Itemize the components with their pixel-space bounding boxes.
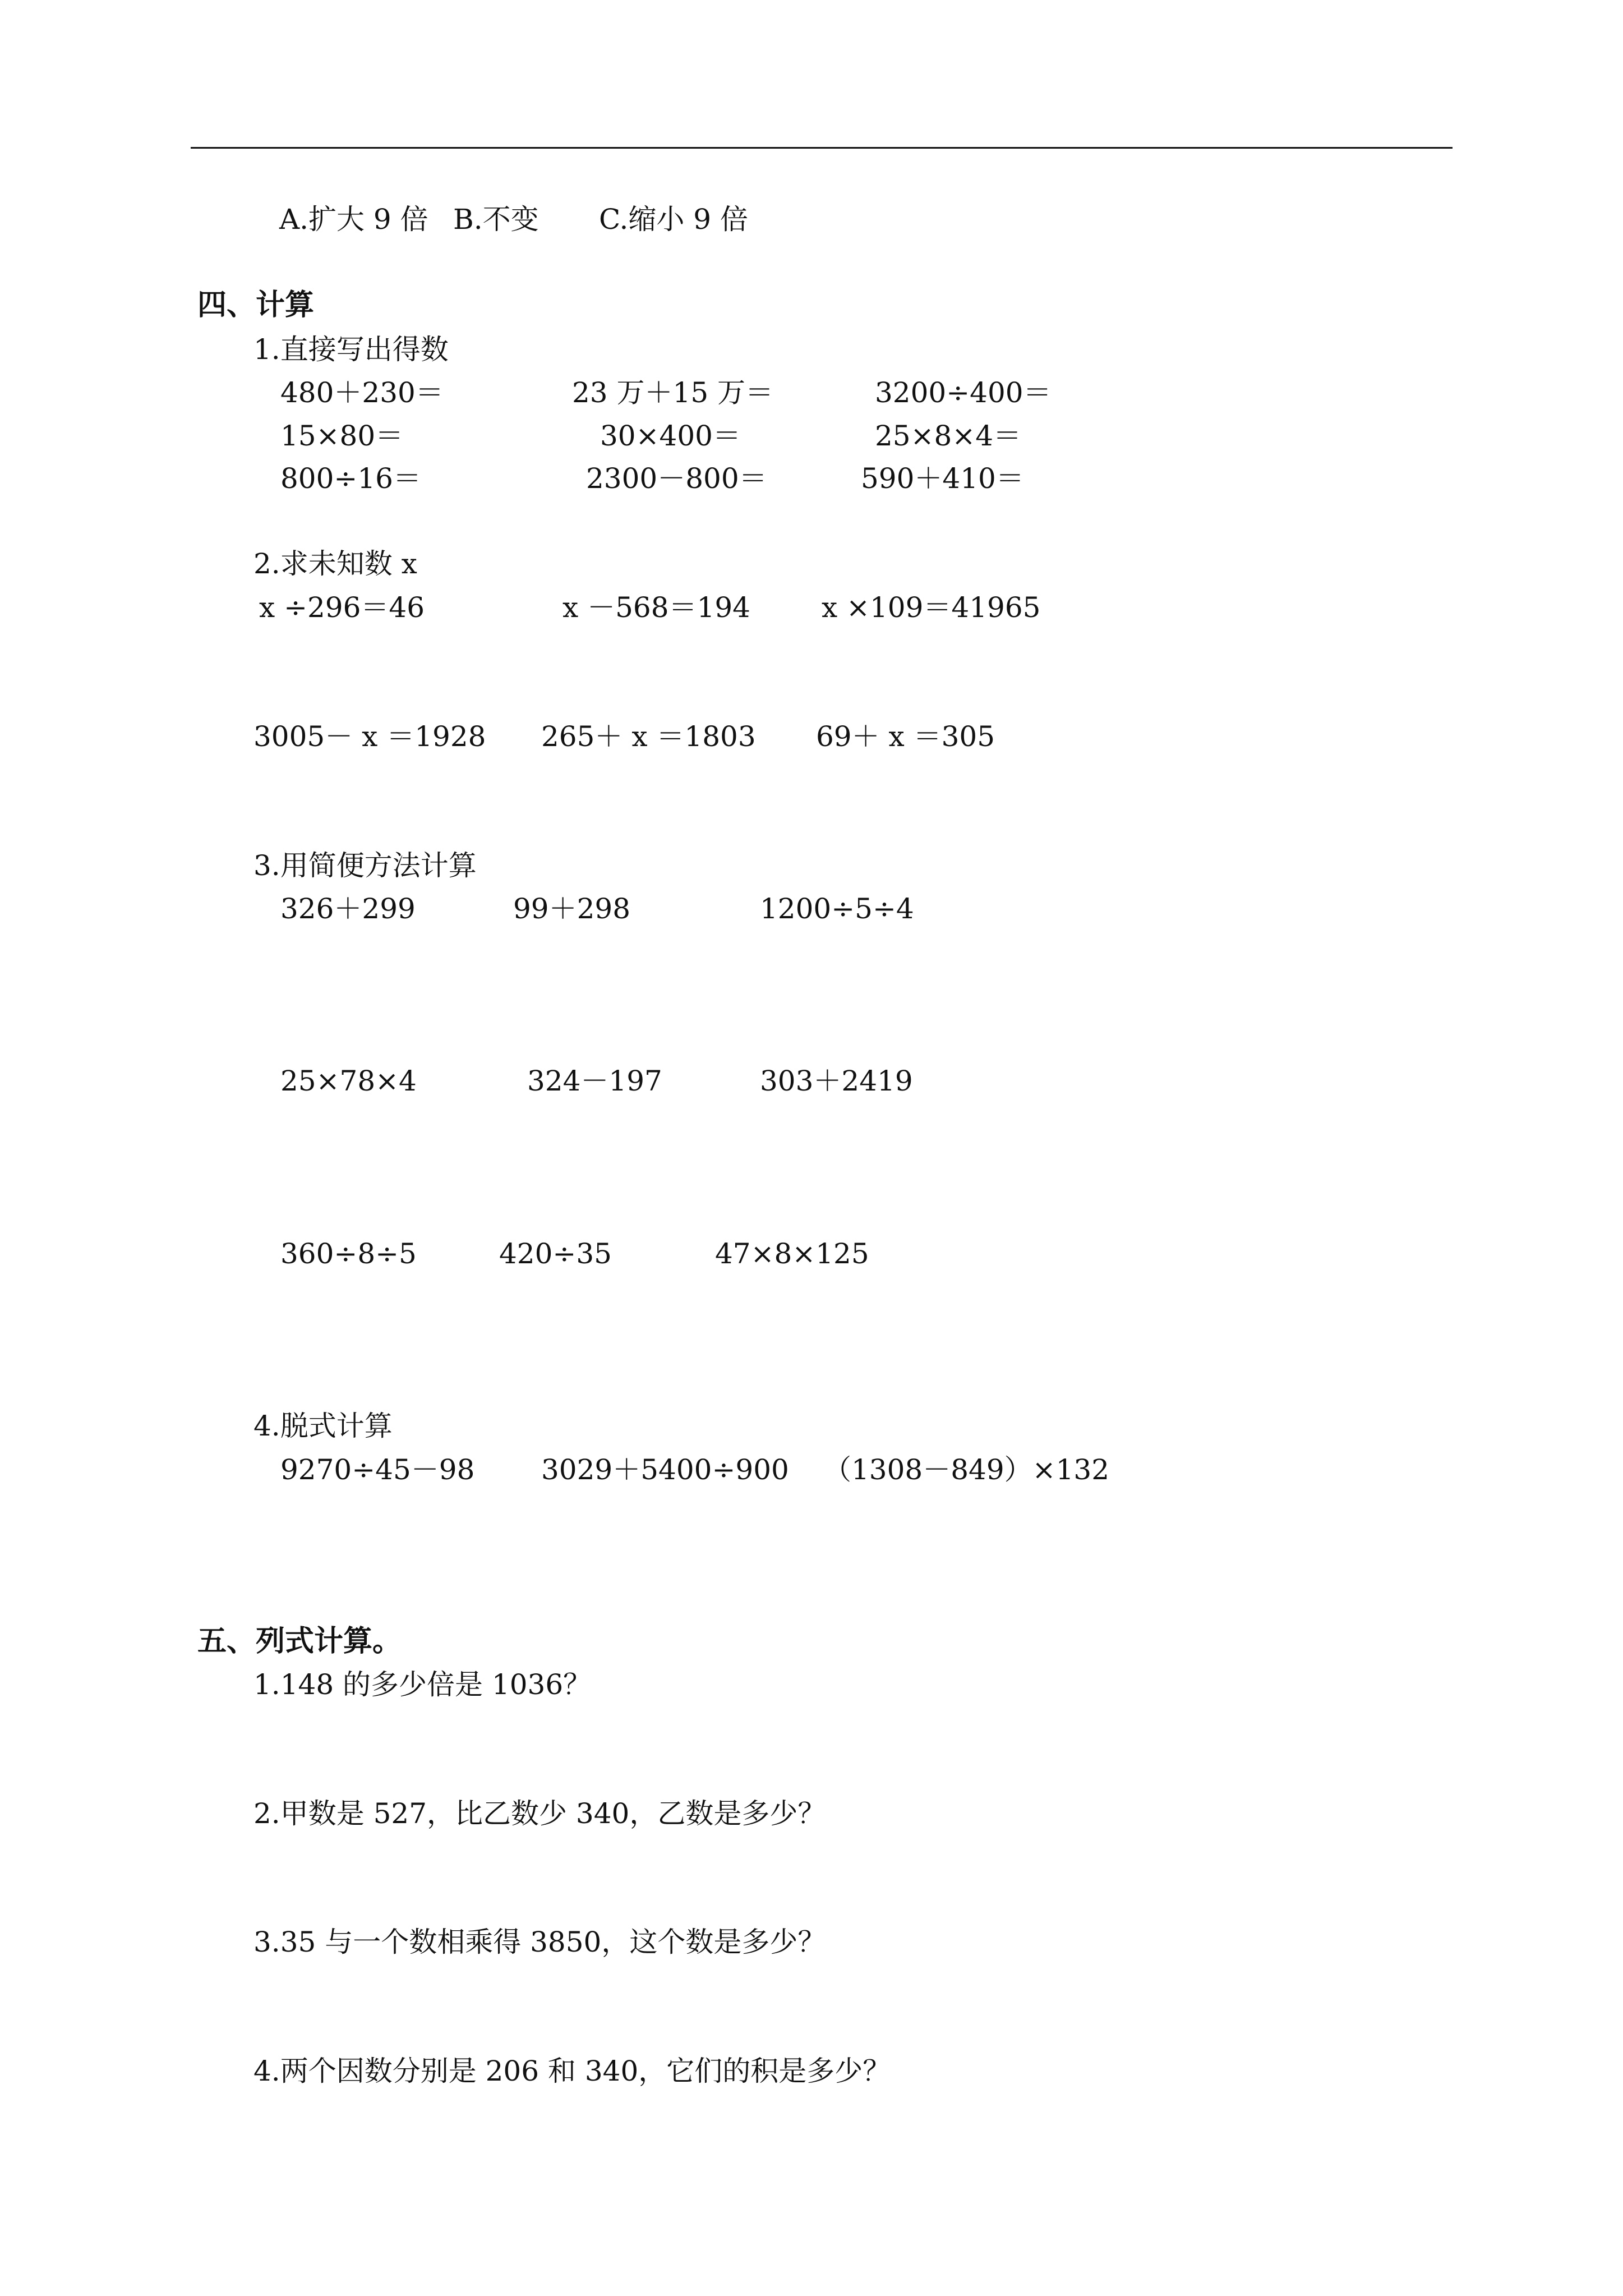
q2-item: 69＋ x ＝305: [816, 720, 995, 753]
q3-item: 324－197: [527, 1065, 662, 1097]
q4-item: （1308－849）×132: [823, 1453, 1110, 1486]
q1-item: 23 万＋15 万＝: [572, 376, 774, 409]
q3-item: 360÷8÷5: [280, 1237, 417, 1270]
q3-item: 326＋299: [280, 892, 416, 925]
q2-item: 265＋ x ＝1803: [541, 720, 756, 753]
q1-title: 1.直接写出得数: [253, 333, 449, 366]
q2-item: 3005－ x ＝1928: [253, 720, 486, 753]
q1-item: 30×400＝: [600, 420, 741, 452]
q4-item: 9270÷45－98: [280, 1453, 475, 1486]
word-problem: 2.甲数是 527，比乙数少 340，乙数是多少？: [253, 1797, 826, 1830]
q3-item: 25×78×4: [280, 1065, 417, 1097]
q4-item: 3029＋5400÷900: [541, 1453, 789, 1486]
q2-item: x －568＝194: [562, 591, 750, 624]
q1-item: 2300－800＝: [586, 462, 767, 495]
q4-title: 4.脱式计算: [253, 1410, 393, 1442]
section5-title: 五、列式计算。: [197, 1625, 402, 1658]
q1-item: 590＋410＝: [861, 462, 1024, 495]
word-problem: 4.两个因数分别是 206 和 340，它们的积是多少？: [253, 2055, 891, 2087]
q1-item: 3200÷400＝: [875, 376, 1052, 409]
choice-option-b: B.不变: [453, 203, 539, 236]
q3-item: 47×8×125: [715, 1237, 869, 1270]
q1-item: 800÷16＝: [280, 462, 421, 495]
q3-item: 420÷35: [499, 1237, 612, 1270]
header-rule: [191, 147, 1453, 149]
q1-item: 15×80＝: [280, 420, 404, 452]
q2-item: x ×109＝41965: [822, 591, 1041, 624]
q1-item: 25×8×4＝: [875, 420, 1022, 452]
section4-title: 四、计算: [197, 288, 315, 322]
word-problem: 3.35 与一个数相乘得 3850，这个数是多少？: [253, 1926, 826, 1958]
word-problem: 1.148 的多少倍是 1036？: [253, 1668, 592, 1701]
q1-item: 480＋230＝: [280, 376, 444, 409]
choice-option-a: A.扩大 9 倍: [279, 203, 428, 236]
q2-title: 2.求未知数 x: [253, 547, 417, 580]
choice-option-c: C.缩小 9 倍: [599, 203, 748, 236]
q3-item: 1200÷5÷4: [760, 892, 914, 925]
q3-item: 99＋298: [513, 892, 631, 925]
q2-item: x ÷296＝46: [259, 591, 425, 624]
q3-title: 3.用简便方法计算: [253, 849, 477, 882]
q3-item: 303＋2419: [760, 1065, 913, 1097]
